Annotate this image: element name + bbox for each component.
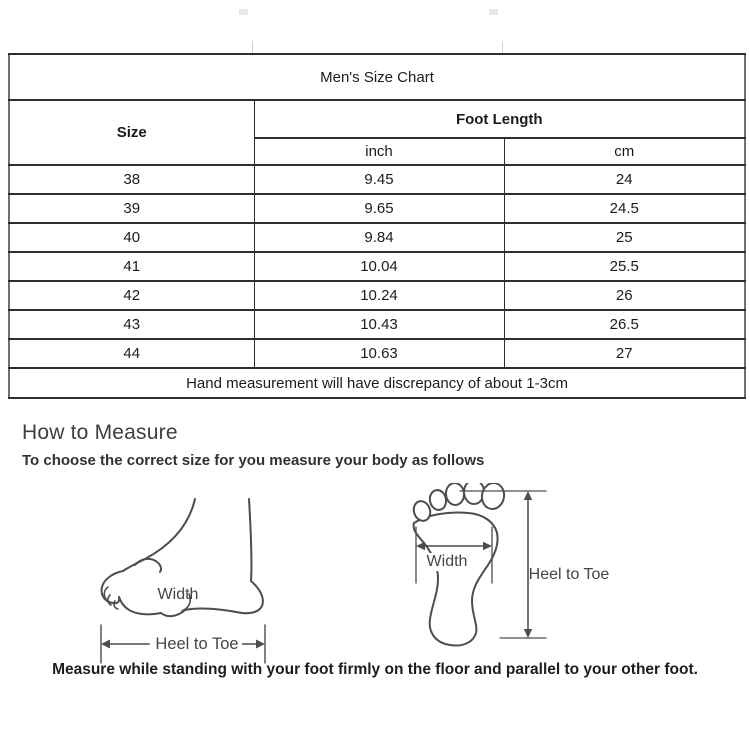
cell-inch: 10.24 <box>254 281 504 310</box>
table-row <box>9 252 745 281</box>
crop-artifact-line <box>252 41 253 53</box>
cell-inch: 9.45 <box>254 165 504 194</box>
how-to-measure-heading: How to Measure <box>22 421 178 444</box>
table-footnote-row <box>9 368 745 398</box>
top-view-width-label: Width <box>419 553 475 571</box>
cell-inch: 9.65 <box>254 194 504 223</box>
cell-size: 42 <box>9 281 254 310</box>
table-title: Men's Size Chart <box>9 54 745 100</box>
crop-artifact-line <box>502 41 503 53</box>
table-row <box>9 223 745 252</box>
column-header-foot-length: Foot Length <box>254 100 745 138</box>
cell-cm: 24.5 <box>504 194 745 223</box>
cell-inch: 10.04 <box>254 252 504 281</box>
measure-instruction-caption: Measure while standing with your foot firmly on the floor and parallel to your other foot. <box>52 661 698 678</box>
column-header-inch: inch <box>254 138 504 165</box>
cell-size: 40 <box>9 223 254 252</box>
cell-cm: 27 <box>504 339 745 368</box>
side-view-width-label: Width <box>157 586 199 603</box>
cell-size: 38 <box>9 165 254 194</box>
cell-size: 41 <box>9 252 254 281</box>
column-header-cm: cm <box>504 138 745 165</box>
cell-cm: 26.5 <box>504 310 745 339</box>
how-to-measure-subheading: To choose the correct size for you measure your body as follows <box>22 452 485 469</box>
cell-size: 43 <box>9 310 254 339</box>
side-view-heel-to-toe-label: Heel to Toe <box>152 635 242 653</box>
table-footnote: Hand measurement will have discrepancy of about 1-3cm <box>9 368 745 398</box>
column-header-size: Size <box>9 100 254 165</box>
crop-artifact <box>489 9 498 15</box>
size-chart-table <box>8 53 746 399</box>
table-row <box>9 281 745 310</box>
cell-cm: 25 <box>504 223 745 252</box>
top-view-heel-to-toe-label: Heel to Toe <box>528 566 610 583</box>
cell-cm: 26 <box>504 281 745 310</box>
cell-cm: 24 <box>504 165 745 194</box>
crop-artifact <box>239 9 248 15</box>
cell-size: 44 <box>9 339 254 368</box>
table-row <box>9 339 745 368</box>
table-row <box>9 310 745 339</box>
table-title-row <box>9 54 745 100</box>
cell-size: 39 <box>9 194 254 223</box>
table-row <box>9 165 745 194</box>
cell-inch: 10.63 <box>254 339 504 368</box>
cell-inch: 9.84 <box>254 223 504 252</box>
table-row <box>9 194 745 223</box>
cell-inch: 10.43 <box>254 310 504 339</box>
cell-cm: 25.5 <box>504 252 745 281</box>
table-header-row <box>9 100 745 138</box>
